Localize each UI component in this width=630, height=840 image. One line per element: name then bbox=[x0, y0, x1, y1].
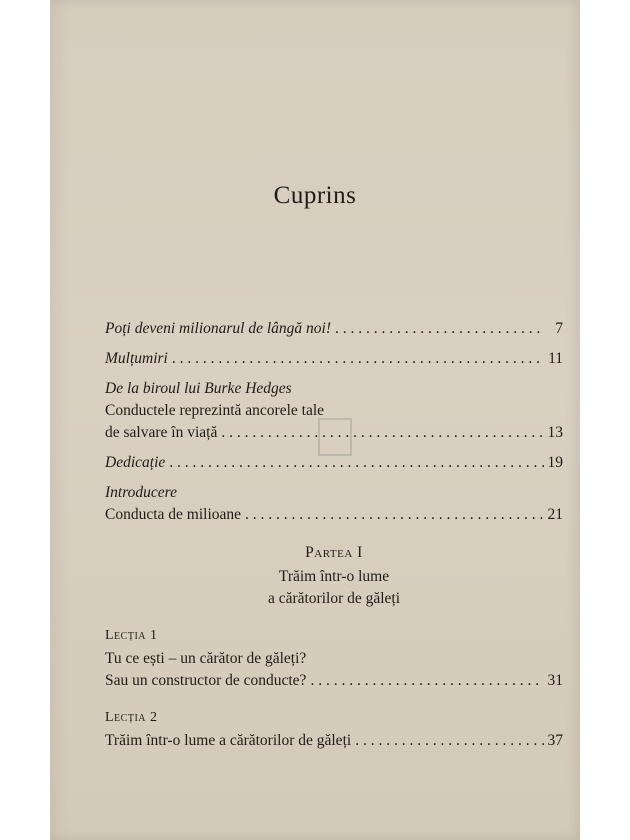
toc-entry bbox=[105, 482, 563, 526]
toc-entry-label: Poți deveni milionarul de lângă noi! bbox=[105, 320, 332, 337]
toc-entry bbox=[105, 452, 563, 474]
lesson-title: Tu ce ești – un cărător de găleți? bbox=[105, 650, 307, 667]
book-page bbox=[50, 0, 580, 840]
lesson-entry bbox=[105, 625, 563, 692]
part-subtitle: Trăim într-o lume bbox=[278, 568, 390, 585]
toc-entry-label: Conducta de milioane bbox=[105, 506, 242, 523]
lesson-page: 37 bbox=[547, 732, 563, 749]
toc-entry-label: Mulțumiri bbox=[105, 350, 168, 367]
toc-entry-label: de salvare în viață bbox=[105, 424, 218, 441]
toc-entry bbox=[105, 378, 563, 444]
toc-entry-page: 19 bbox=[547, 454, 563, 471]
lesson-title: Trăim într-o lume a cărătorilor de găleți bbox=[105, 732, 352, 749]
toc-entry bbox=[105, 348, 563, 370]
lesson-label: Lecția 2 bbox=[105, 710, 158, 725]
toc-entry-page: 13 bbox=[547, 424, 563, 441]
dot-leader bbox=[221, 422, 543, 444]
toc-entry-page: 21 bbox=[547, 506, 563, 523]
lesson-title: Sau un constructor de conducte? bbox=[105, 672, 307, 689]
toc-entry-heading: Introducere bbox=[105, 484, 178, 501]
lesson-entry bbox=[105, 707, 563, 752]
table-of-contents bbox=[105, 318, 563, 526]
toc-entry-label: Dedicație bbox=[105, 454, 166, 471]
dot-leader bbox=[335, 318, 545, 340]
dot-leader bbox=[355, 730, 543, 752]
lesson-label: Lecția 1 bbox=[105, 628, 158, 643]
part-subtitle: a cărătorilor de găleți bbox=[267, 590, 401, 607]
part-title: Partea I bbox=[305, 544, 363, 561]
toc-entry-heading: De la biroul lui Burke Hedges bbox=[105, 380, 292, 397]
dot-leader bbox=[169, 452, 543, 474]
part-heading bbox=[105, 542, 563, 610]
lesson-page: 31 bbox=[547, 672, 563, 689]
dot-leader bbox=[310, 670, 543, 692]
page-title: Cuprins bbox=[273, 182, 357, 209]
toc-entry-page: 7 bbox=[555, 320, 563, 337]
dot-leader bbox=[172, 348, 544, 370]
toc-entry-page: 11 bbox=[548, 350, 563, 367]
dot-leader bbox=[245, 504, 543, 526]
toc-entry bbox=[105, 318, 563, 340]
toc-entry-label: Conductele reprezintă ancorele tale bbox=[105, 402, 325, 419]
